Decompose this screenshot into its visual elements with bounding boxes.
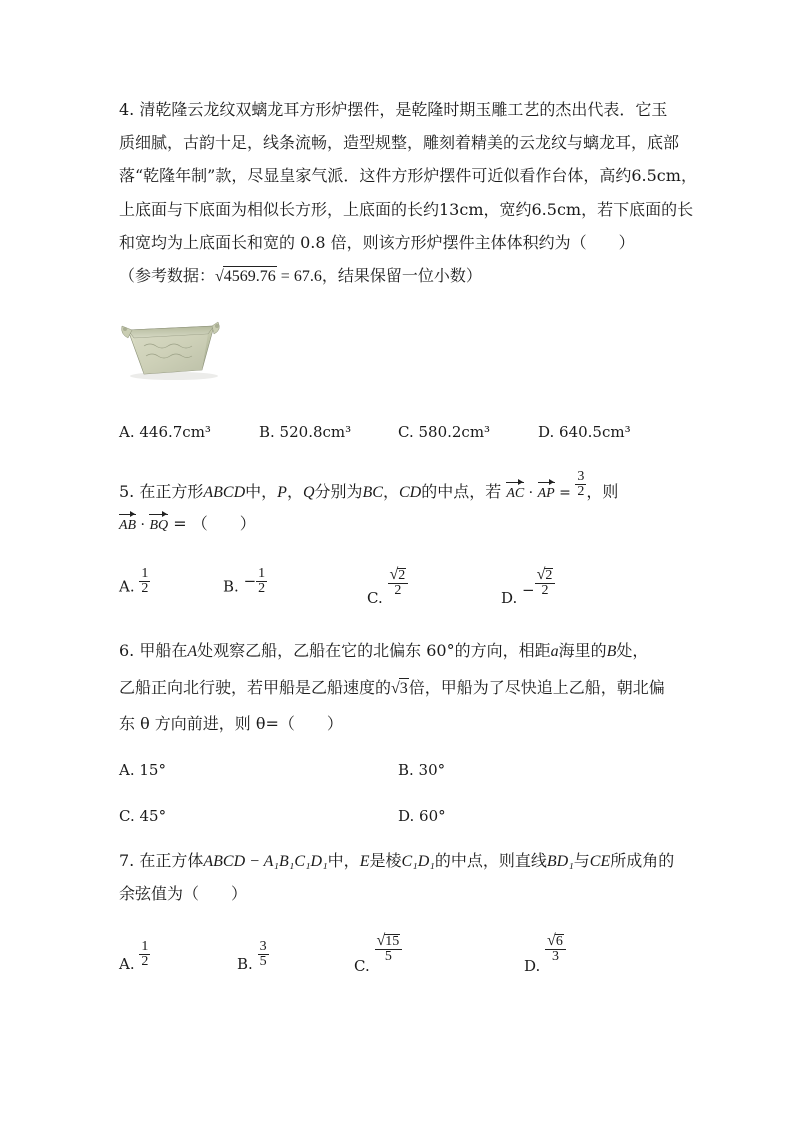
q4-ref-prefix: （参考数据：	[119, 266, 216, 285]
q5-fraction-num: 3	[577, 469, 585, 484]
q5-option-b-sign: −	[243, 571, 257, 590]
q6-text-b: 处观察乙船，乙船在它的北偏东 60°的方向，相距	[197, 641, 551, 660]
q6-sqrt-3: 3	[399, 680, 408, 697]
q6-line-3: 东 θ 方向前进，则 θ=（ ）	[119, 714, 343, 733]
q5-option-b[interactable]	[223, 566, 267, 602]
q7-option-b[interactable]	[237, 939, 269, 973]
q7-opt-d-den: 3	[551, 949, 559, 964]
q5-option-c[interactable]	[367, 566, 408, 607]
q5-option-c-label: C.	[367, 589, 383, 607]
q4-option-d[interactable]: D. 640.5cm³	[538, 423, 631, 441]
q6-option-b[interactable]: B. 30°	[398, 761, 446, 779]
q5-eq: =	[554, 485, 576, 501]
q4-line-4: 上底面与下底面为相似长方形，上底面的长约13cm，宽约6.5cm，若下底面的长	[119, 200, 694, 219]
q7-option-a[interactable]	[119, 939, 150, 973]
q7-text-with: 与	[573, 851, 590, 870]
q5-option-c-value: $\frac{√2}{2}$	[388, 568, 409, 598]
q7-option-b-value	[258, 940, 269, 969]
q5-fraction-den: 2	[577, 484, 585, 499]
q6-option-a[interactable]: A. 15°	[119, 761, 166, 779]
q4-line-5: 和宽均为上底面长和宽的 0.8 倍，则该方形炉摆件主体体积约为（ ）	[119, 233, 635, 252]
q7-option-a-label: A.	[119, 954, 135, 973]
q5-opt-d-den: 2	[541, 583, 549, 598]
q7-line-bd1: BD₁	[546, 853, 574, 870]
q6-option-c[interactable]: C. 45°	[119, 807, 167, 825]
q6-line-1	[119, 641, 648, 662]
q5-option-b-value	[256, 567, 267, 596]
q5-segment-bc: BC	[362, 484, 383, 501]
q7-option-a-value	[139, 940, 150, 969]
q5-vector-ab: AB	[119, 516, 136, 536]
q7-text-tail: 所成角的	[610, 851, 675, 870]
q7-line-2: 余弦值为（ ）	[119, 884, 248, 903]
q5-then: ，则	[586, 482, 619, 501]
q6-text-e: 乙船正向北行驶，若甲船是乙船速度的	[119, 678, 392, 697]
q4-ref-sqrt: 4569.76	[223, 268, 276, 285]
q6-text-f: 倍，甲船为了尽快追上乙船，朝北偏	[408, 678, 665, 697]
q6-text-a: 6. 甲船在	[119, 641, 188, 660]
q5-opt-a-num: 1	[141, 566, 149, 581]
q5-option-b-label: B.	[223, 577, 239, 596]
q5-opt-d-rad: 2	[545, 568, 553, 583]
q7-cube-name: ABCD − A₁B₁C₁D₁	[203, 853, 328, 870]
q5-comma-2: ，	[382, 482, 399, 501]
q7-option-d-value: $\frac{√6}{3}$	[545, 934, 566, 964]
q7-opt-c-rad: 15	[385, 934, 400, 949]
q7-point-e: E	[359, 853, 370, 870]
q6-point-b: B	[606, 643, 617, 660]
q4-option-c[interactable]: C. 580.2cm³	[398, 423, 491, 441]
q6-text-d: 处，	[616, 641, 649, 660]
q4-option-a[interactable]: A. 446.7cm³	[119, 423, 211, 441]
q6-point-a: A	[187, 643, 198, 660]
q5-option-a-value	[139, 567, 150, 596]
q4-line-3: 落“乾隆年制”款，尽显皇家气派．这件方形炉摆件可近似看作台体，高约6.5cm，	[119, 166, 697, 185]
q7-option-c-value: $\frac{√15}{5}$	[375, 934, 403, 964]
q7-opt-a-den: 2	[141, 954, 149, 969]
q5-text-split: 分别为	[314, 482, 363, 501]
q7-option-c-label: C.	[354, 957, 370, 975]
q5-vector-bq: BQ	[149, 516, 168, 536]
q7-edge-c1d1: C₁D₁	[401, 853, 435, 870]
q5-opt-c-den: 2	[394, 583, 402, 598]
q6-text-c: 海里的	[558, 641, 607, 660]
q7-prefix: 7. 在正方体	[119, 851, 204, 870]
q4-line-2: 质细腻，古韵十足，线条流畅，造型规整，雕刻着精美的云龙纹与螭龙耳，底部	[119, 133, 680, 152]
q5-square-name: ABCD	[203, 484, 246, 501]
q5-opt-b-den: 2	[258, 581, 266, 596]
q5-line-2	[119, 514, 256, 536]
q5-dot-2: ·	[136, 517, 150, 533]
q5-text-midpoint: 的中点，若	[421, 482, 502, 501]
q7-line-1	[119, 851, 674, 872]
q7-opt-c-den: 5	[384, 949, 392, 964]
q5-segment-cd: CD	[399, 484, 422, 501]
q7-option-d[interactable]	[524, 932, 566, 975]
q7-opt-b-num: 3	[259, 939, 267, 954]
q7-opt-b-den: 5	[259, 954, 267, 969]
q5-option-a-label: A.	[119, 577, 135, 596]
q7-text-line: 的中点，则直线	[434, 851, 547, 870]
q5-fraction	[575, 470, 586, 499]
jade-vessel-image	[118, 316, 224, 382]
q7-option-b-label: B.	[237, 954, 253, 973]
q6-option-d[interactable]: D. 60°	[398, 807, 446, 825]
q5-answer-blank: = （ ）	[168, 514, 256, 533]
q5-vector-ap: AP	[538, 484, 555, 504]
q6-line-2: 乙船正向北行驶，若甲船是乙船速度的√3倍，甲船为了尽快追上乙船，朝北偏	[119, 678, 665, 697]
q5-text: 中，	[245, 482, 278, 501]
q5-opt-a-den: 2	[141, 581, 149, 596]
q5-opt-b-num: 1	[258, 566, 266, 581]
q7-option-c[interactable]	[354, 932, 402, 975]
q5-point-q: Q	[302, 484, 315, 501]
q5-point-p: P	[277, 484, 287, 501]
q5-vector-ac: AC	[506, 484, 524, 504]
q5-option-d-label: D.	[501, 589, 518, 607]
q7-option-d-label: D.	[524, 957, 541, 975]
q5-opt-c-rad: 2	[398, 568, 406, 583]
q4-option-b[interactable]: B. 520.8cm³	[259, 423, 352, 441]
q7-line-ce: CE	[589, 853, 611, 870]
q5-line-1	[119, 469, 619, 507]
q4-ref-eq: = 67.6，结果保留一位小数）	[276, 268, 482, 285]
q7-opt-d-rad: 6	[555, 934, 563, 949]
q7-opt-a-num: 1	[141, 939, 149, 954]
q5-prefix: 5. 在正方形	[119, 482, 204, 501]
q5-comma: ，	[286, 482, 303, 501]
q5-option-a[interactable]	[119, 566, 150, 602]
q5-option-d-value: $\frac{√2}{2}$	[535, 568, 556, 598]
q6-distance: a	[550, 643, 559, 660]
q7-text: 中，	[327, 851, 360, 870]
q5-dot: ·	[524, 485, 538, 501]
q4-line-1: 4. 清乾隆云龙纹双螭龙耳方形炉摆件，是乾隆时期玉雕工艺的杰出代表．它玉	[119, 100, 668, 119]
q7-text-edge: 是棱	[369, 851, 402, 870]
q4-reference-data: （参考数据：√4569.76 = 67.6，结果保留一位小数）	[119, 266, 482, 285]
q5-option-d-sign: −	[522, 581, 535, 599]
q5-option-d[interactable]	[501, 566, 555, 607]
